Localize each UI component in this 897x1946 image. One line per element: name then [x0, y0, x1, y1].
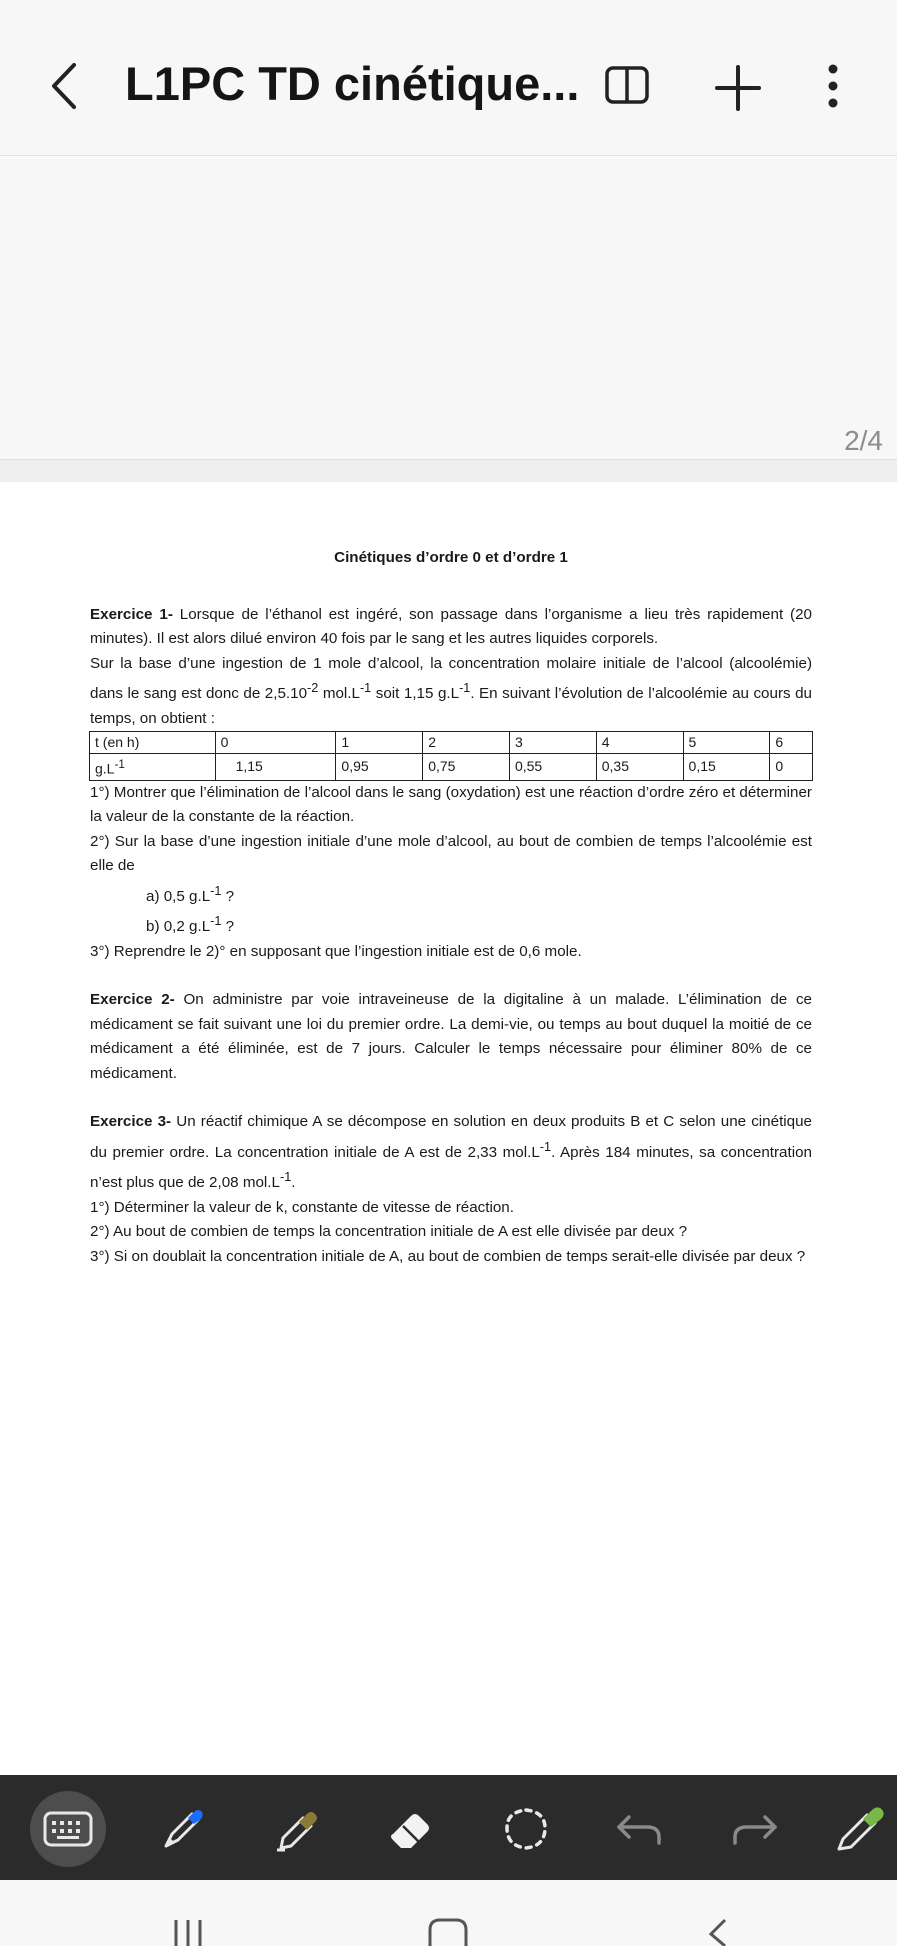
table-cell: 3 [509, 732, 596, 754]
document-title: L1PC TD cinétique... [125, 57, 580, 110]
home-icon [426, 1916, 470, 1946]
color-pen-tool[interactable] [821, 1791, 897, 1867]
highlighter-tool[interactable] [258, 1791, 334, 1867]
page-indicator: 2/4 [844, 425, 883, 456]
more-options-icon[interactable] [815, 58, 851, 114]
document-page[interactable] [0, 482, 897, 1775]
undo-tool[interactable] [602, 1791, 678, 1867]
color-pen-icon [829, 1801, 889, 1857]
table-cell: 0,55 [509, 754, 596, 781]
table-cell: 1 [336, 732, 423, 754]
exercise-2-text: On administre par voie intraveineuse de la digitaline à un malade. L’élimination de ce médicament se fait suivant une loi du premier ordre. La demi-vie, ou temps au bout duquel la moitié de ce médicament a été éliminée, est de 7 jours. Calculer le temps nécessaire pour éliminer 80% de ce médicament. [90, 991, 813, 1082]
superscript: -1 [359, 681, 372, 695]
keyboard-tool[interactable] [30, 1791, 106, 1867]
text: soit 1,15 g.L [371, 685, 460, 703]
exercise-2-label: Exercice 2- [90, 991, 175, 1009]
superscript: -1 [210, 914, 222, 929]
exercise-1-question-2a [90, 879, 812, 910]
exercise-1-question-1: 1°) Montrer que l’élimination de l’alcool dans le sang (oxydation) est une réaction d’ordre zéro et déterminer la valeur de la constante de la réaction. [90, 783, 812, 826]
add-icon[interactable] [712, 62, 764, 114]
exercise-1-question-3: 3°) Reprendre le 2)° en supposant que l’ingestion initiale est de 0,6 mole. [90, 942, 582, 960]
text: b) 0,2 g.L [146, 918, 211, 936]
text: . Après 184 minutes, sa concentration n’est plus que de 2,08 mol.L [90, 1143, 812, 1192]
text: a) 0,5 g.L [146, 887, 211, 905]
exercise-1-question-2b [90, 909, 812, 940]
table-cell: 6 [770, 732, 813, 754]
superscript: -2 [307, 681, 319, 695]
table-cell [90, 754, 216, 781]
exercise-1-question-2: 2°) Sur la base d’une ingestion initiale d’une mole d’alcool, au bout de combien de temps l’alcoolémie est elle de [90, 832, 812, 875]
table-cell: 0,35 [596, 754, 683, 781]
page-separator [0, 459, 897, 483]
exercise-1-intro-text: Lorsque de l’éthanol est ingéré, son passage dans l’organisme a lieu très rapidement (20 minutes). Il est alors dilué environ 40 fois par le sang et les autres liquides corporels. [90, 605, 812, 647]
table-cell: 0,75 [423, 754, 510, 781]
app-header [0, 0, 897, 156]
exercise-3-question-2: 2°) Au bout de combien de temps la concentration initiale de A est elle divisée par deux ? [90, 1223, 688, 1241]
superscript: -1 [279, 1170, 292, 1185]
system-navigation-bar [0, 1880, 897, 1945]
exercise-3-question-3: 3°) Si on doublait la concentration initiale de A, au bout de combien de temps serait-elle divisée par deux ? [90, 1247, 806, 1265]
redo-icon [729, 1809, 779, 1849]
exercise-3-question-1: 1°) Déterminer la valeur de k, constante de vitesse de réaction. [90, 1198, 514, 1216]
pen-tool[interactable] [145, 1791, 221, 1867]
undo-icon [615, 1809, 665, 1849]
table-row [90, 732, 813, 754]
lasso-select-tool[interactable] [488, 1791, 564, 1867]
text: g.L [95, 760, 115, 777]
table-cell: 1,15 [215, 754, 336, 781]
exercise-3 [90, 1110, 812, 1196]
alcohol-concentration-table [89, 731, 813, 781]
text: Un réactif chimique A se décompose en solution en deux produits B et C selon une cinétique du premier ordre. La concentration initiale de A est de 2,33 mol.L [90, 1113, 812, 1161]
table-row [90, 754, 813, 781]
table-cell: t (en h) [90, 732, 216, 754]
table-cell: 2 [423, 732, 510, 754]
highlighter-icon [271, 1804, 321, 1854]
exercise-3-label: Exercice 3- [90, 1113, 172, 1131]
back-arrow-icon[interactable] [40, 58, 88, 114]
spacer [90, 1086, 812, 1110]
superscript: -1 [459, 681, 471, 695]
home-button[interactable] [418, 1916, 478, 1946]
table-cell: 0 [215, 732, 336, 754]
recent-apps-icon [168, 1916, 208, 1946]
pen-icon [158, 1804, 208, 1854]
exercise-1-intro [90, 603, 812, 652]
exercise-1-paragraph-2 [90, 652, 812, 732]
page-content [90, 546, 812, 1269]
exercise-1-label: Exercice 1- [90, 605, 173, 623]
superscript: -1 [114, 758, 125, 772]
text: . [291, 1174, 296, 1192]
table-cell: 0,95 [336, 754, 423, 781]
table-cell: 5 [683, 732, 770, 754]
document-heading: Cinétiques d’ordre 0 et d’ordre 1 [334, 549, 568, 566]
lasso-select-icon [499, 1802, 553, 1856]
back-button[interactable] [688, 1916, 748, 1946]
spacer [90, 964, 812, 988]
recent-apps-button[interactable] [158, 1916, 218, 1946]
text: mol.L [318, 685, 360, 703]
eraser-icon [385, 1804, 435, 1854]
redo-tool[interactable] [716, 1791, 792, 1867]
superscript: -1 [210, 883, 222, 898]
table-cell: 0,15 [683, 754, 770, 781]
table-cell: 4 [596, 732, 683, 754]
reading-mode-book-icon[interactable] [602, 62, 652, 108]
text: . En suivant l’évolution de l’alcoolémie au cours du temps, on obtient : [90, 685, 813, 727]
text: Sur la base d’une ingestion de 1 mole d’alcool, la concentration molaire initiale de l’alcool (alcoolémie) dans le sang est donc de 2,5.10 [90, 654, 812, 703]
text: ? [221, 887, 235, 905]
keyboard-icon [43, 1811, 93, 1847]
exercise-2 [90, 988, 812, 1086]
table-cell: 0 [770, 754, 813, 781]
superscript: -1 [539, 1139, 552, 1154]
eraser-tool[interactable] [372, 1791, 448, 1867]
back-nav-icon [703, 1916, 733, 1946]
pen-toolbar [0, 1775, 897, 1880]
text: ? [221, 918, 235, 936]
